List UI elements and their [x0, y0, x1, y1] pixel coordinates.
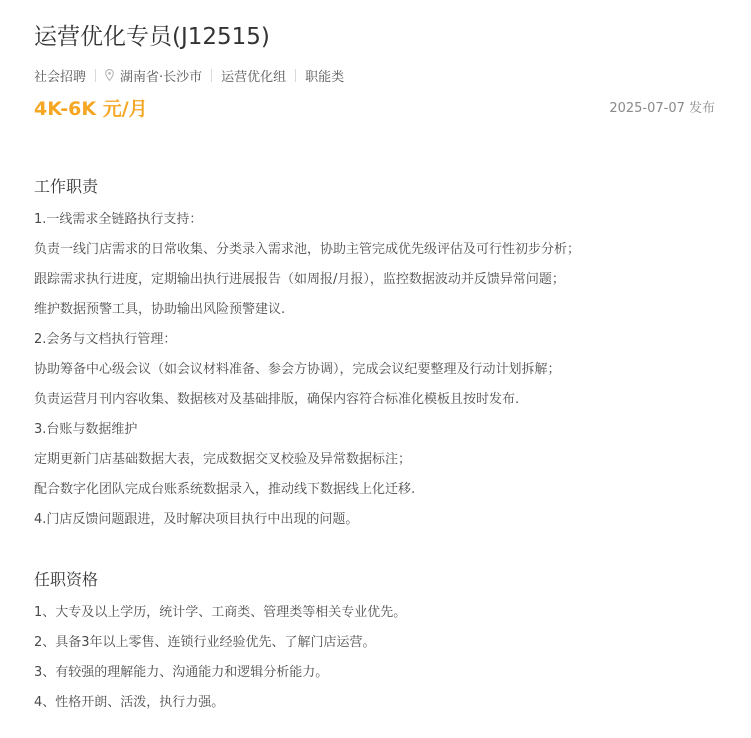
section-title-responsibilities: 工作职责 — [34, 177, 99, 196]
job-category: 职能类 — [305, 69, 345, 85]
recruit-type: 社会招聘 — [34, 69, 87, 85]
qualification-line: 4、性格开朗、活泼，执行力强。 — [34, 695, 225, 710]
responsibility-line: 跟踪需求执行进度，定期输出执行进展报告（如周报/月报），监控数据波动并反馈异常问题； — [34, 272, 565, 287]
location-text: 湖南省·长沙市 — [120, 69, 203, 85]
responsibility-line: 3.台账与数据维护 — [34, 422, 138, 437]
location — [105, 66, 202, 85]
qualification-line: 2、具备3年以上零售、连锁行业经验优先、了解门店运营。 — [34, 635, 376, 650]
map-pin-icon — [105, 69, 114, 81]
responsibility-line: 负责运营月刊内容收集、数据核对及基础排版，确保内容符合标准化模板且按时发布. — [34, 392, 520, 407]
responsibility-line: 协助筹备中心级会议（如会议材料准备、参会方协调），完成会议纪要整理及行动计划拆解； — [34, 362, 561, 377]
job-meta-row — [34, 65, 344, 85]
qualification-line: 1、大专及以上学历，统计学、工商类、管理类等相关专业优先。 — [34, 605, 407, 620]
responsibility-line: 4.门店反馈问题跟进，及时解决项目执行中出现的问题。 — [34, 512, 359, 527]
responsibility-line: 维护数据预警工具，协助输出风险预警建议. — [34, 302, 286, 317]
meta-divider — [95, 69, 96, 82]
meta-divider — [211, 69, 212, 82]
qualification-line: 3、有较强的理解能力、沟通能力和逻辑分析能力。 — [34, 665, 329, 680]
department: 运营优化组 — [221, 69, 287, 85]
responsibility-line: 1.一线需求全链路执行支持： — [34, 212, 203, 227]
meta-divider — [295, 69, 296, 82]
section-title-qualifications: 任职资格 — [34, 570, 99, 589]
responsibility-line: 负责一线门店需求的日常收集、分类录入需求池，协助主管完成优先级评估及可行性初步分析； — [34, 242, 581, 257]
responsibility-line: 定期更新门店基础数据大表，完成数据交叉校验及异常数据标注； — [34, 452, 412, 467]
responsibility-line: 2.会务与文档执行管理： — [34, 332, 177, 347]
salary: 4K-6K 元/月 — [34, 98, 148, 120]
responsibility-line: 配合数字化团队完成台账系统数据录入，推动线下数据线上化迁移. — [34, 482, 416, 497]
publish-date: 2025-07-07 发布 — [609, 101, 715, 116]
job-title: 运营优化专员(J12515) — [34, 24, 270, 50]
